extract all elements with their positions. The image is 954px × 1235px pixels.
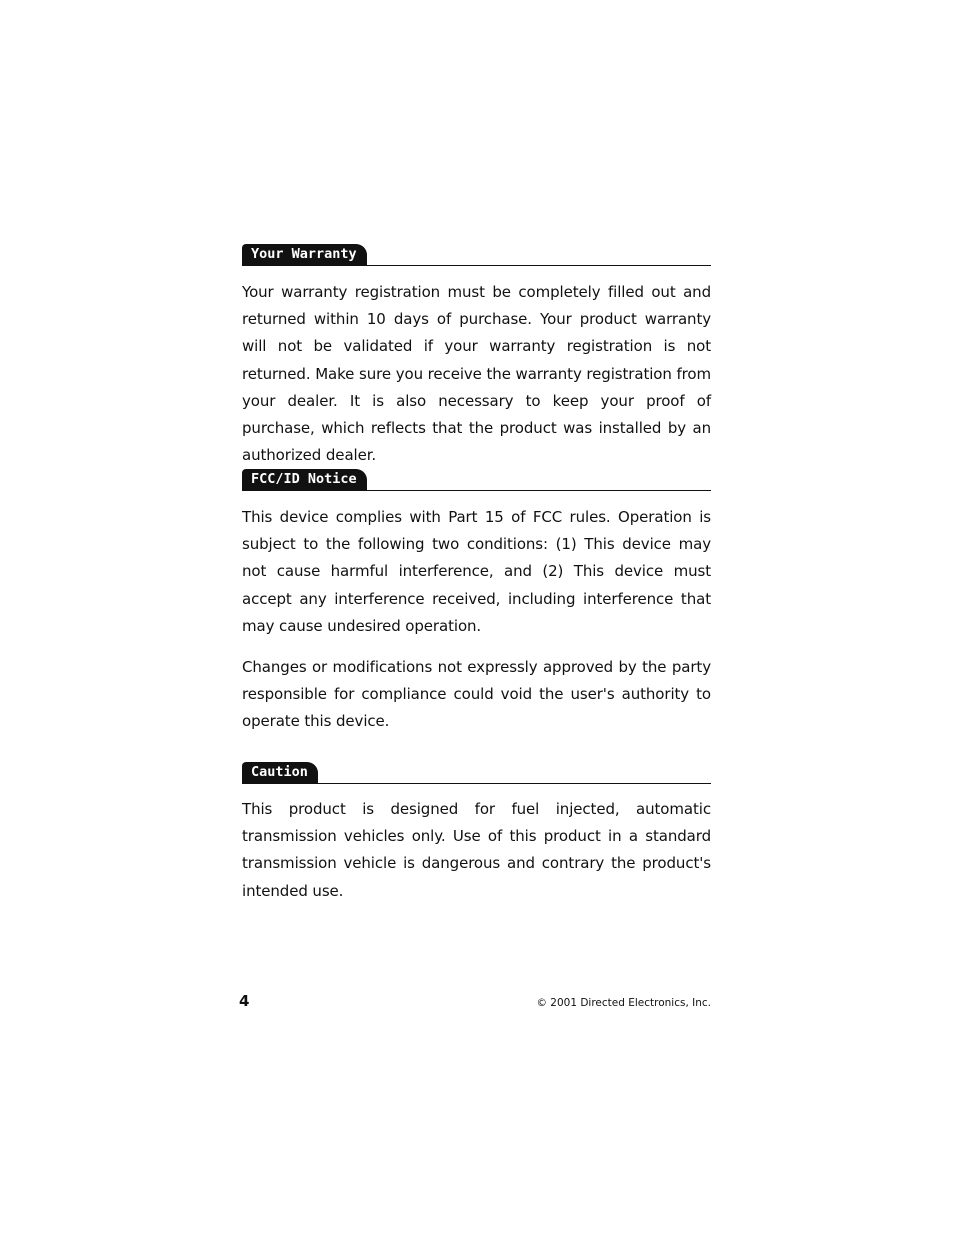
caution-paragraph: This product is designed for fuel injected, automatic transmission vehicles only. Use of this product in a standard transmission vehicle is dangerous and contrary the product's intended use.	[242, 800, 711, 900]
page-number: 4	[239, 992, 250, 1010]
fcc-paragraph-1: This device complies with Part 15 of FCC rules. Operation is subject to the following two conditions: (1) This device may not cause harmful interference, and (2) This device must accept any interference received, including interference that may cause undesired operation.	[242, 508, 711, 635]
warranty-section-header	[242, 243, 711, 266]
fcc-paragraph-2: Changes or modifications not expressly approved by the party responsible for compliance could void the user's authority to operate this device.	[242, 658, 711, 731]
copyright-notice: © 2001 Directed Electronics, Inc.	[536, 997, 711, 1009]
warranty-paragraph: Your warranty registration must be completely filled out and returned within 10 days of purchase. Your product warranty will not be validated if your warranty registration is not returned. Make sure you receive the warranty registration from your dealer. It is also necessary to keep your proof of purchase, which reflects that the product was installed by an authorized dealer.	[242, 283, 711, 465]
fcc-section-header	[242, 468, 711, 491]
caution-heading: Caution	[242, 762, 318, 783]
warranty-heading: Your Warranty	[242, 244, 367, 265]
caution-section-header	[242, 761, 711, 784]
fcc-heading: FCC/ID Notice	[242, 469, 367, 490]
